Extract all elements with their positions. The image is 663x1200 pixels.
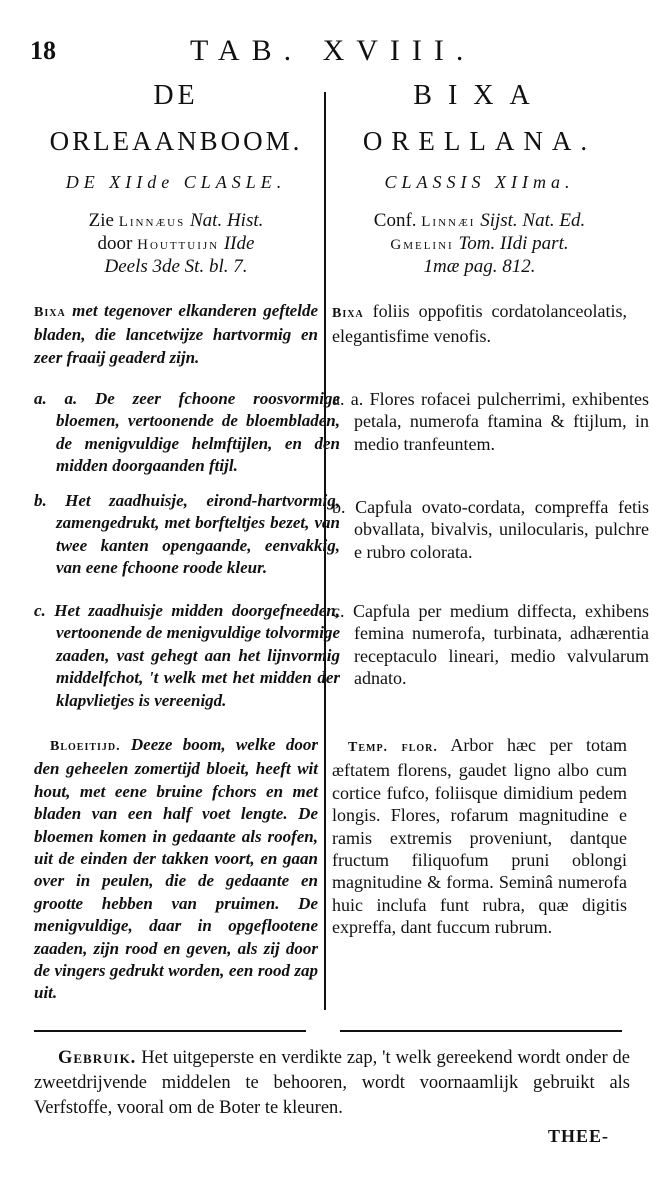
footer-rule-left bbox=[34, 1030, 306, 1032]
footer-rule-right bbox=[340, 1030, 622, 1032]
dutch-class: DE XIIde CLASLE. bbox=[65, 172, 287, 192]
latin-class: CLASSIS XIIma. bbox=[384, 172, 575, 192]
ref-work: Nat. Hist. bbox=[185, 210, 264, 231]
latin-description bbox=[332, 300, 627, 348]
latin-flowering bbox=[332, 734, 627, 939]
usage-text: Het uitgeperste en verdikte zap, 't welk gereekend wordt onder de zweetdrijvende middelen te behooren, wordt voornaamlijk gebruikt als Verfstoffe, vooral om de Boter te kleuren. bbox=[34, 1048, 630, 1118]
usage-note bbox=[34, 1046, 630, 1121]
dutch-title: ORLEAANBOOM. bbox=[49, 126, 303, 156]
ref-part: Tom. IIdi part. bbox=[453, 233, 569, 254]
latin-item-b: b. Capfula ovato-cordata, compreffa fetis obvallata, bivalvis, unilocularis, pulchre e rubro colorata. bbox=[332, 497, 649, 562]
dutch-item-b: b. Het zaadhuisje, eirond-hartvormig, zamengedrukt, met borfteltjes bezet, van twee kanten opengaande, eenvakkig, van eene fchoone roode kleur. bbox=[34, 491, 340, 578]
flowering-text: Arbor hæc per totam æftatem florens, gaudet ligno albo cum cortice fufco, foliisque dimidium pedem longis. Flores, rofarum magnitudine e ramis extremis proveniunt, dantque fructum filiquofum pruni oblongi magnitudine & forma. Seminâ numerofa huic inclufa funt rubra, quæ digitis expreffa, dant fuccum rubrum. bbox=[332, 735, 627, 938]
latin-reference bbox=[332, 210, 627, 278]
ref-author: Linnæus bbox=[118, 214, 186, 230]
ref-text: Conf. bbox=[373, 210, 422, 231]
ref-text: door bbox=[97, 233, 138, 254]
ref-author: Houttuijn bbox=[137, 237, 220, 253]
description-lead: Bixa bbox=[34, 305, 66, 320]
dutch-item-c: c. Het zaadhuisje midden doorgefneeden, vertoonende de menigvuldige tolvormige zaaden, vast gehegt aan het lijnvormig middelfchot, 't welk met het midden der klapvlietjes is vereenigd. bbox=[34, 601, 340, 710]
latin-title: ORELLANA. bbox=[362, 126, 597, 156]
catchword: THEE- bbox=[548, 1126, 610, 1146]
description-text: foliis oppofitis cordatolanceolatis, elegantisfime venofis. bbox=[332, 301, 627, 347]
description-text: met tegenover elkanderen geftelde bladen, die lancetwijze hartvormig en zeer fraaij geaderd zijn. bbox=[34, 301, 318, 367]
page-number: 18 bbox=[30, 36, 56, 65]
flowering-lead: Temp. flor. bbox=[348, 740, 438, 755]
dutch-flowering bbox=[34, 734, 318, 1005]
ref-page: 1mæ pag. 812. bbox=[423, 256, 536, 277]
ref-author: Linnæi bbox=[421, 214, 476, 230]
dutch-reference bbox=[34, 210, 318, 278]
ref-work: Sijst. Nat. Ed. bbox=[475, 210, 586, 231]
latin-item-a: a. a. Flores rofacei pulcherrimi, exhibentes petala, numerofa ftamina & ftijlum, in medio tranfeuntem. bbox=[332, 389, 649, 454]
latin-title-genus: BIXA bbox=[413, 80, 546, 111]
description-lead: Bixa bbox=[332, 306, 364, 321]
latin-item-c: c. Capfula per medium diffecta, exhibens femina numerofa, turbinata, adhærentia receptaculo lineari, medio valvularum adnato. bbox=[332, 601, 649, 689]
ref-part: IIde bbox=[219, 233, 255, 254]
flowering-text: Deeze boom, welke door den geheelen zomertijd bloeit, heeft wit hout, met eene bruine fchors en met bladen van een half voet lengte. De bloemen komen in gedaante als roofen, uit de einden der takken voort, en gaan over in peulen, die de gedaante en grootte hebben van pruimen. De menigvuldige, daar in opgeflootene zaaden, zijn rood en geven, als zij door de vingers gedrukt worden, een rood zap uit. bbox=[34, 735, 318, 1003]
dutch-title-article: DE bbox=[153, 80, 199, 111]
dutch-item-a: a. a. De zeer fchoone roosvormige bloemen, vertoonende de bloembladen, de menigvuldige helmftijlen, en den midden doorgaanden ftijl. bbox=[34, 389, 340, 476]
ref-author: Gmelini bbox=[390, 237, 454, 253]
ref-text: Zie bbox=[88, 210, 119, 231]
running-head: TAB. XVIII. bbox=[190, 34, 476, 67]
flowering-lead: Bloeitijd. bbox=[50, 739, 121, 754]
dutch-description bbox=[34, 300, 318, 369]
ref-volume: Deels 3de St. bl. 7. bbox=[104, 256, 248, 277]
usage-lead: Gebruik. bbox=[58, 1048, 137, 1068]
